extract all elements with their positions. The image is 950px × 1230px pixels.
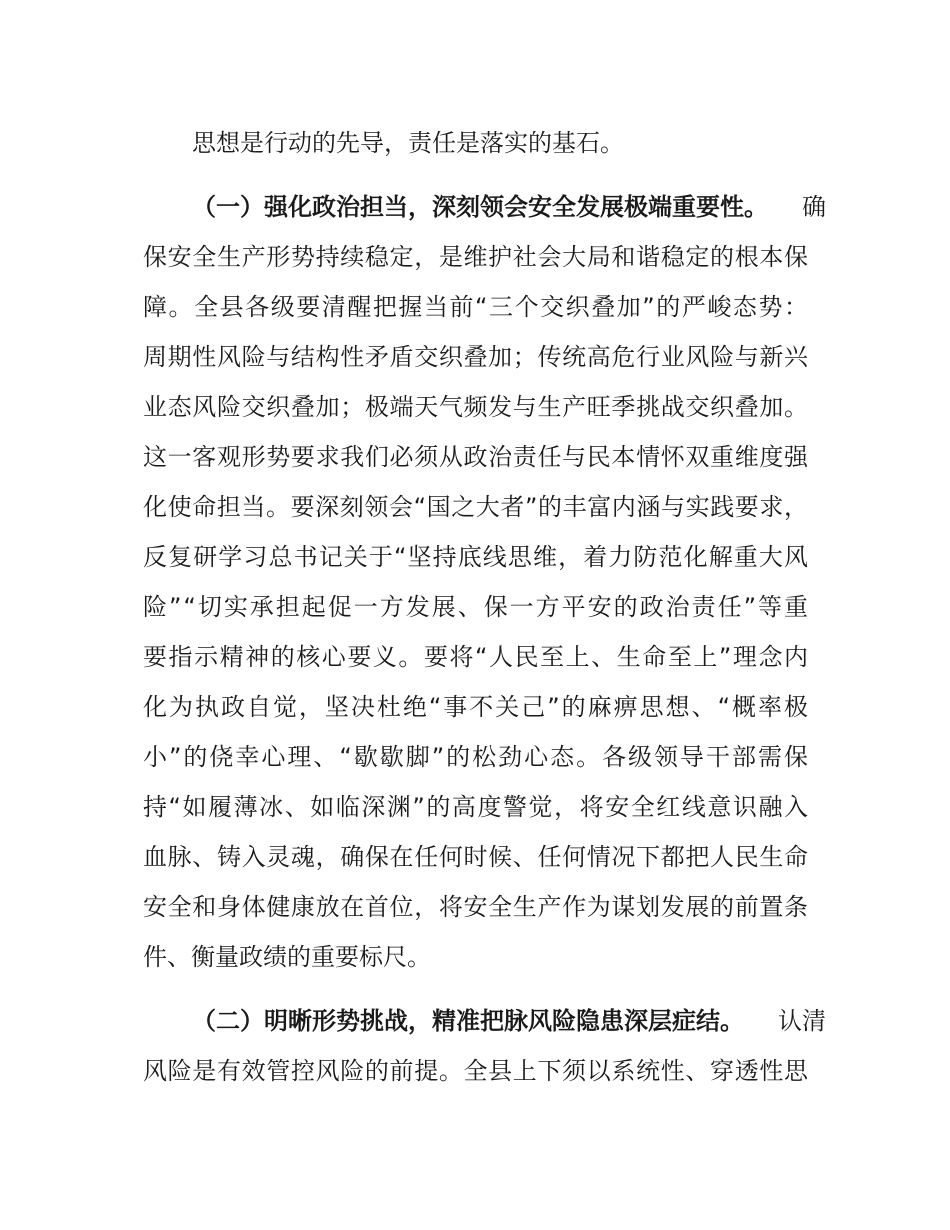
section1-text: 险”“切实承担起促一方发展、保一方平安的政治责任”等重 [143,593,810,621]
intro-text: 思想是行动的先导，责任是落实的基石。 [192,129,624,157]
section2-text: 风险是有效管控风险的前提。全县上下须以系统性、穿透性思 [143,1057,809,1085]
body-line [0,337,950,377]
body-line [0,837,950,877]
section1-text: 保安全生产形势持续稳定，是维护社会大局和谐稳定的根本保 [143,243,809,271]
section1-text: 化为执政自觉，坚决杜绝“事不关己”的麻痹思想、“概率极 [143,693,810,721]
body-line [0,237,950,277]
body-line [0,587,950,627]
body-line [0,287,950,327]
section1-text: 血脉、铸入灵魂，确保在任何时候、任何情况下都把人民生命 [143,843,809,871]
section1-text: 化使命担当。要深刻领会“国之大者”的丰富内涵与实践要求， [143,493,809,521]
section1-text: 反复研学习总书记关于“坚持底线思维，着力防范化解重大风 [143,543,810,571]
body-line [0,737,950,777]
section1-text: 安全和身体健康放在首位，将安全生产作为谋划发展的前置条 [143,893,809,921]
body-line [0,787,950,827]
section2-text: 认清 [778,1007,826,1035]
section2-heading: （二）明晰形势挑战，精准把脉风险隐患深层症结。 [192,1007,744,1035]
section1-heading: （一）强化政治担当，深刻领会安全发展极端重要性。 [192,193,768,221]
body-line [0,487,950,527]
section1-text: 这一客观形势要求我们必须从政治责任与民本情怀双重维度强 [143,443,809,471]
section1-text: 障。全县各级要清醒把握当前“三个交织叠加”的严峻态势： [143,293,810,321]
body-line [0,437,950,477]
body-line [0,887,950,927]
body-line [0,637,950,677]
section1-text: 要指示精神的核心要义。要将“人民至上、生命至上”理念内 [143,643,810,671]
section1-text: 业态风险交织叠加；极端天气频发与生产旺季挑战交织叠加。 [143,393,809,421]
body-line [0,387,950,427]
section1-text: 周期性风险与结构性矛盾交织叠加；传统高危行业风险与新兴 [143,343,809,371]
section1-text: 确 [802,193,826,221]
body-line [0,687,950,727]
section1-text: 件、衡量政绩的重要标尺。 [143,943,431,971]
body-line [0,1051,950,1091]
intro-line [0,123,950,163]
section1-text: 持“如履薄冰、如临深渊”的高度警觉，将安全红线意识融入 [143,793,810,821]
body-line [0,537,950,577]
section1-text: 小”的侥幸心理、“歇歇脚”的松劲心态。各级领导干部需保 [143,743,810,771]
section1-heading-line [0,187,950,227]
body-line [0,937,950,977]
section2-heading-line [0,1001,950,1041]
